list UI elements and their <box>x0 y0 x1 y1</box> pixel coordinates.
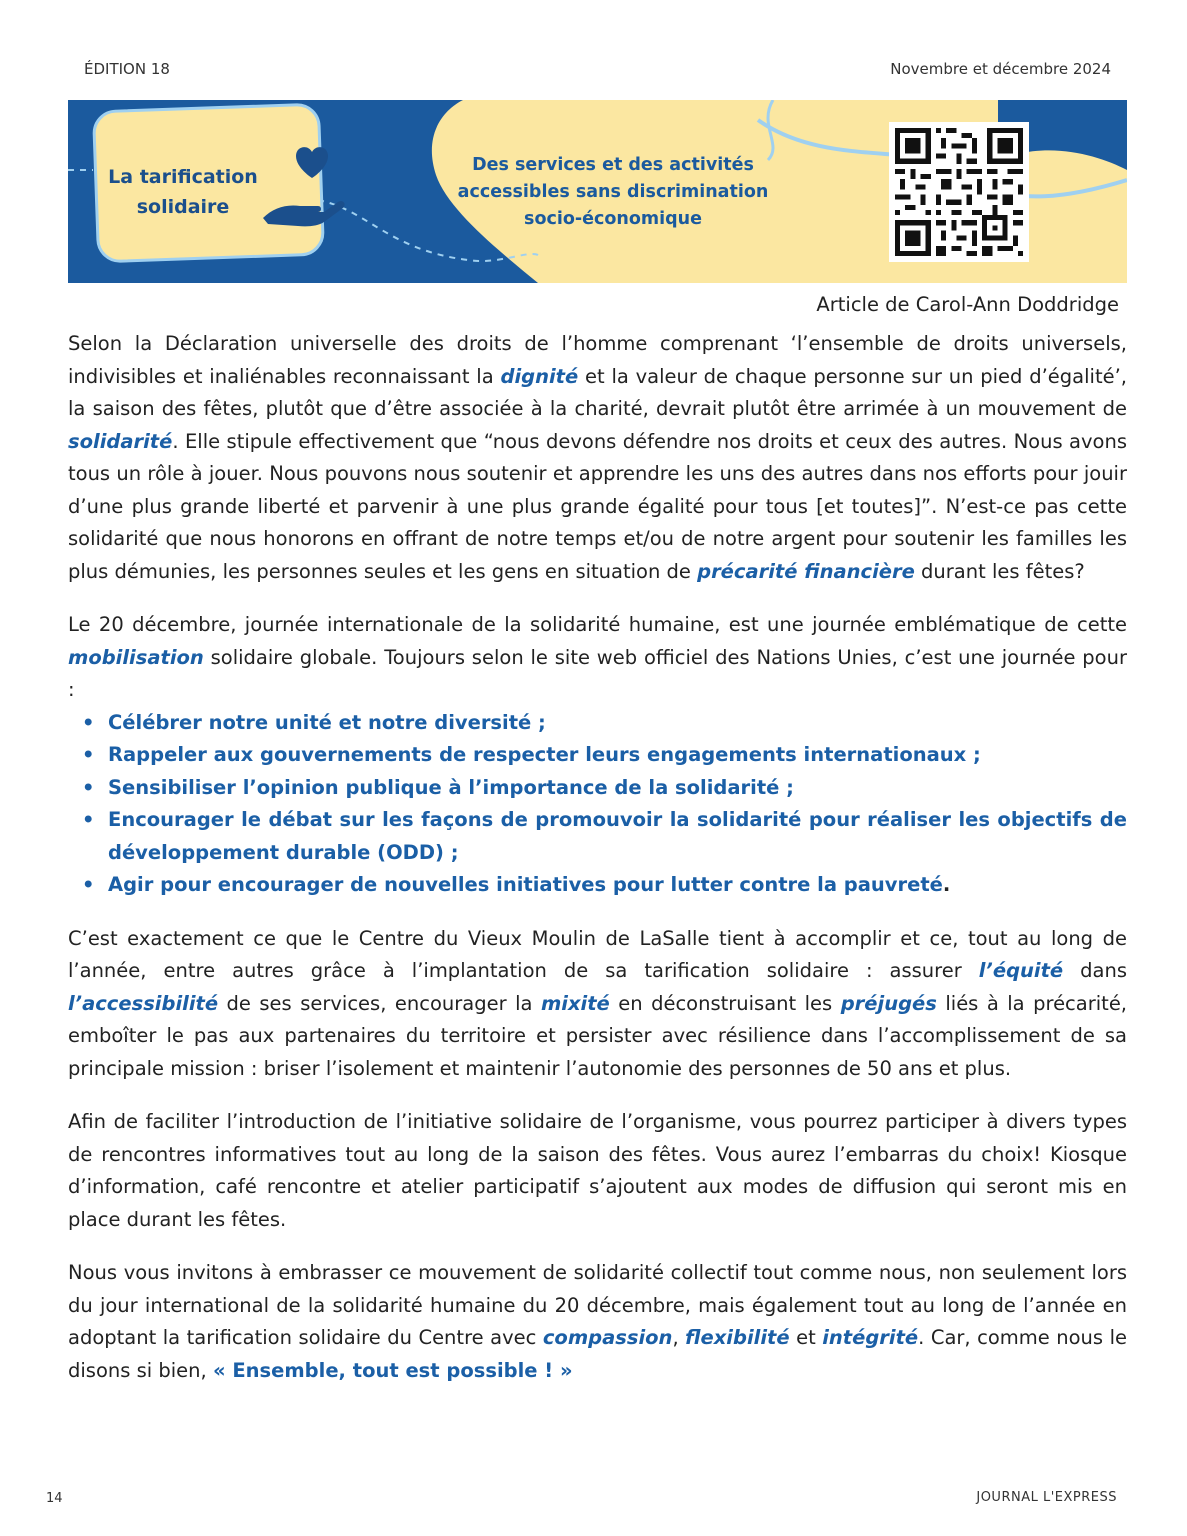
text: en déconstruisant les <box>609 991 841 1015</box>
keyword-equite: l’équité <box>978 959 1064 982</box>
text: Le 20 décembre, journée internationale de la solidarité humaine, est une journée emblématique de cette <box>68 613 1127 636</box>
text: , <box>672 1326 686 1349</box>
page-number: 14 <box>46 1491 63 1506</box>
edition-label: ÉDITION 18 <box>84 60 170 78</box>
text: Nous vous invitons à embrasser ce mouvement de solidarité collectif tout comme nous, non seulement lors du jour international de la solidarité humaine du 20 décembre, mais également tout au long de l’année en adoptant la tarification solidaire du Centre avec <box>68 1261 1127 1349</box>
keyword-accessibilite: l’accessibilité <box>68 991 219 1015</box>
slogan-line-1: Des services et des activités <box>472 155 754 175</box>
list-item-text: Agir pour encourager de nouvelles initiatives pour lutter contre la pauvreté <box>108 873 943 896</box>
text: C’est exactement ce que le Centre du Vieux Moulin de LaSalle tient à accomplir et ce, tout au long de l’année, entre autres grâce à l’implantation de sa tarification solidaire : assurer <box>68 926 1127 982</box>
list-item: • Rappeler aux gouvernements de respecter leurs engagements internationaux ; <box>68 739 1127 772</box>
banner <box>68 100 1127 283</box>
text: et la valeur de chaque personne sur un pied d’égalité’, la saison des fêtes, plutôt que d’être associée à la charité, devrait plutôt être arrimée à un mouvement de <box>68 364 1128 420</box>
list-item: • Encourager le débat sur les façons de promouvoir la solidarité pour réaliser les objectifs de développement durable (ODD) ; <box>68 804 1127 869</box>
paragraph-5 <box>68 1257 1127 1387</box>
text: dans <box>1063 959 1127 982</box>
text: durant les fêtes? <box>914 559 1085 583</box>
journal-name: JOURNAL L'EXPRESS <box>976 1490 1117 1505</box>
paragraph-1 <box>68 328 1127 588</box>
keyword-prejuges: préjugés <box>840 991 937 1015</box>
keyword-solidarite: solidarité <box>68 429 173 453</box>
qr-code[interactable] <box>889 122 1029 262</box>
banner-slogan <box>438 152 788 233</box>
text: . Elle stipule effectivement que “nous devons défendre nos droits et ceux des autres. Nous avons tous un rôle à jouer. Nous pouvons nous soutenir et apprendre les uns des autres dans nos efforts pour jouir d’une plus grande liberté et parvenir à une plus grande égalité pour tous [et toutes]”. N’est-ce pas cette solidarité que nous honorons en offrant de notre temps et/ou de notre argent pour soutenir les familles les plus démunies, les personnes seules et les gens en situation de <box>68 429 1127 583</box>
paragraph-3 <box>68 923 1127 1086</box>
text: Selon la Déclaration universelle des droits de l’homme comprenant ‘l’ensemble de droits universels, indivisibles et inaliénables reconnaissant la <box>68 332 1127 388</box>
text: solidaire globale. Toujours selon le site web officiel des Nations Unies, c’est une journée pour : <box>68 645 1127 701</box>
issue-date: Novembre et décembre 2024 <box>890 60 1111 78</box>
paragraph-2 <box>68 609 1127 707</box>
article-author: Article de Carol-Ann Doddridge <box>816 293 1119 316</box>
closing-motto: « Ensemble, tout est possible ! » <box>212 1358 573 1382</box>
keyword-integrite: intégrité <box>822 1326 919 1349</box>
list-item: • Sensibiliser l’opinion publique à l’importance de la solidarité ; <box>68 772 1127 805</box>
slogan-line-3: socio-économique <box>524 209 702 229</box>
list-item-punct: . <box>942 873 951 896</box>
text: . Car, comme nous le disons si bien, <box>68 1326 1127 1382</box>
badge-line-2: solidaire <box>136 196 230 218</box>
list-item: • Célébrer notre unité et notre diversité ; <box>68 707 1127 740</box>
text: liés à la précarité, emboîter le pas aux partenaires du territoire et persister avec résilience dans l’accomplissement de sa principale mission : briser l’isolement et maintenir l’autonomie des personnes de 50 ans et plus. <box>68 991 1128 1080</box>
goals-list <box>68 707 1127 902</box>
keyword-mixite: mixité <box>540 991 610 1015</box>
article-body <box>68 328 1127 1387</box>
qr-code-icon <box>895 128 1023 256</box>
keyword-mobilisation: mobilisation <box>68 645 204 669</box>
keyword-compassion: compassion <box>542 1326 673 1349</box>
keyword-flexibilite: flexibilité <box>685 1326 790 1349</box>
paragraph-4: Afin de faciliter l’introduction de l’initiative solidaire de l’organisme, vous pourrez participer à divers types de rencontres informatives tout au long de la saison des fêtes. Vous aurez l’embarras du choix! Kiosque d’information, café rencontre et atelier participatif s’ajoutent aux modes de diffusion qui seront mis en place durant les fêtes. <box>68 1110 1127 1231</box>
text: de ses services, encourager la <box>218 991 541 1015</box>
slogan-line-2: accessibles sans discrimination <box>457 182 769 202</box>
keyword-dignite: dignité <box>500 364 579 388</box>
badge-title <box>108 162 258 222</box>
keyword-precarite: précarité financière <box>697 559 915 583</box>
list-item <box>68 869 1127 902</box>
text: et <box>789 1326 823 1349</box>
badge-line-1: La tarification <box>108 166 258 188</box>
